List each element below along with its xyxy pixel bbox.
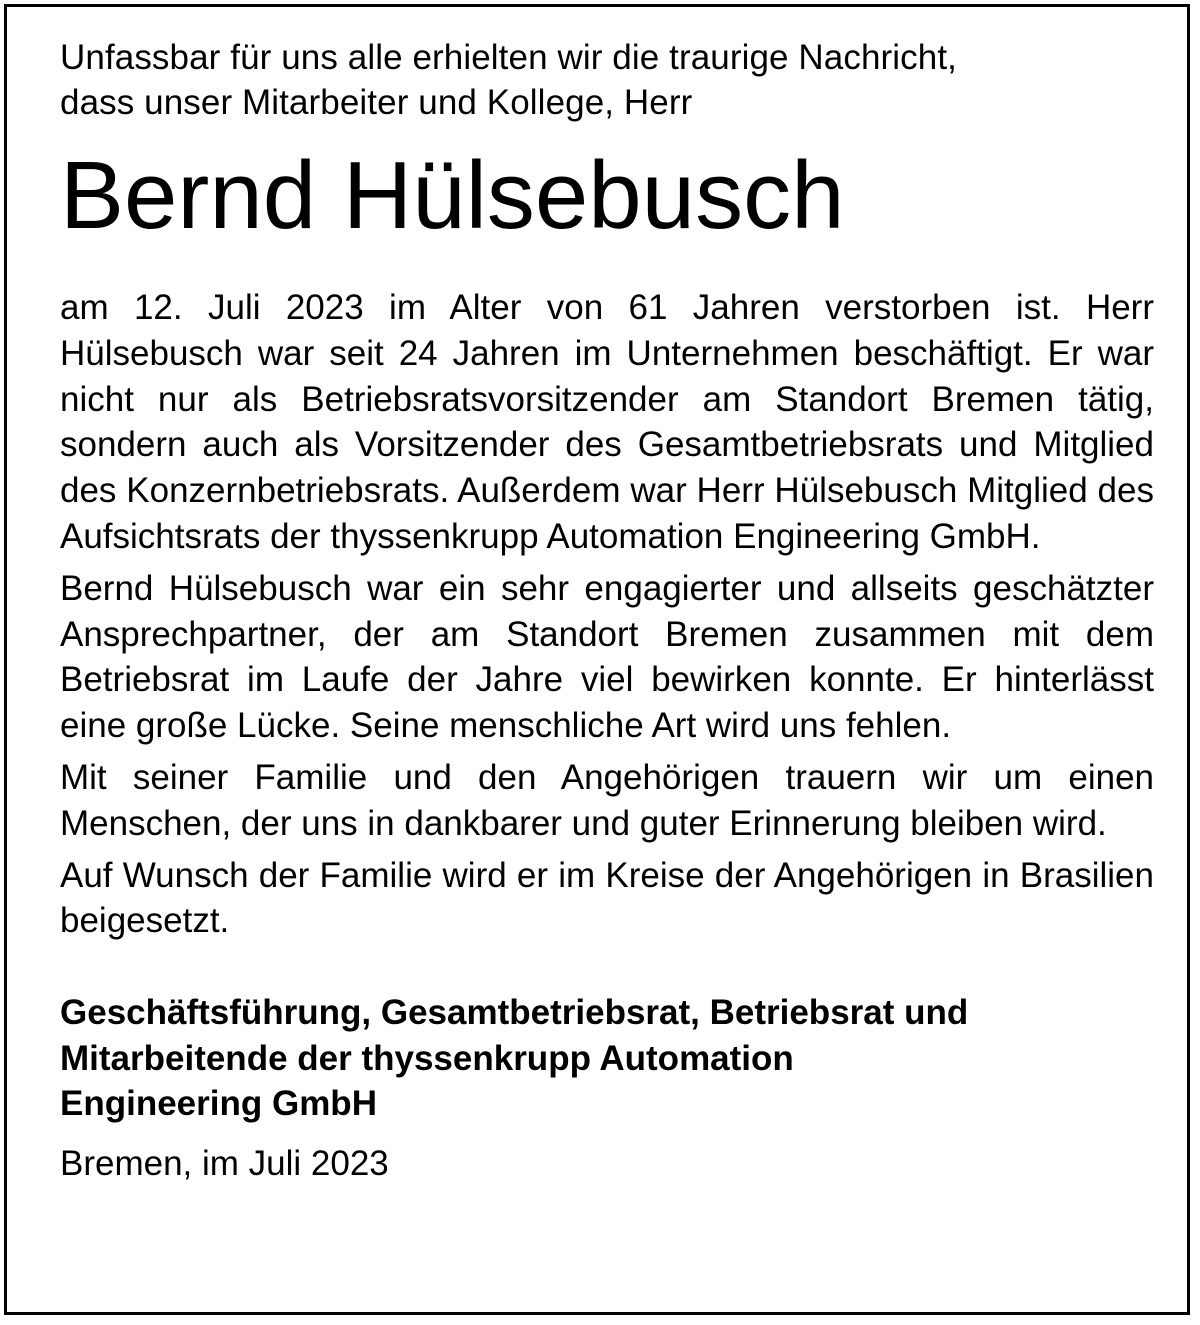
intro-line-1: Unfassbar für uns alle erhielten wir die traurige Nachricht,	[60, 38, 957, 77]
obituary-content	[60, 35, 1154, 1186]
signature-line-1: Geschäftsführung, Gesamtbetriebsrat, Betriebsrat und	[60, 993, 969, 1033]
paragraph-death-notice: am 12. Juli 2023 im Alter von 61 Jahren verstorben ist. Herr Hülsebusch war seit 24 Jahren im Unternehmen beschäftigt. Er war nicht nur als Betriebsratsvorsitzender am Standort Bremen tätig, sondern auch als Vorsitzender des Gesamtbetriebsrats und Mitglied des Konzernbetriebsrats. Außerdem war Herr Hülsebusch Mitglied des Aufsichtsrats der thyssenkrupp Automation Engineering GmbH.	[60, 288, 1154, 556]
intro-text	[60, 35, 1154, 125]
paragraph-burial: Auf Wunsch der Familie wird er im Kreise der Angehörigen in Brasilien beigesetzt.	[60, 855, 1154, 941]
signature-line-3: Engineering GmbH	[60, 1084, 377, 1124]
paragraph-mourning: Mit seiner Familie und den Angehörigen trauern wir um einen Menschen, der uns in dankbarer und guter Erinnerung bleiben wird.	[60, 757, 1154, 843]
paragraph-tribute: Bernd Hülsebusch war ein sehr engagierter und allseits geschätzter Ansprechpartner, der am Standort Bremen zusammen mit dem Betriebsrat im Laufe der Jahre viel bewirken konnte. Er hinterlässt eine große Lücke. Seine menschliche Art wird uns fehlen.	[60, 568, 1154, 746]
signature-block	[60, 990, 1154, 1127]
place-date: Bremen, im Juli 2023	[60, 1143, 389, 1183]
obituary-body	[60, 285, 1154, 944]
obituary-frame	[4, 4, 1190, 1315]
intro-line-2: dass unser Mitarbeiter und Kollege, Herr	[60, 83, 693, 122]
signature-line-2: Mitarbeitende der thyssenkrupp Automation	[60, 1038, 794, 1078]
deceased-name: Bernd Hülsebusch	[60, 142, 845, 249]
